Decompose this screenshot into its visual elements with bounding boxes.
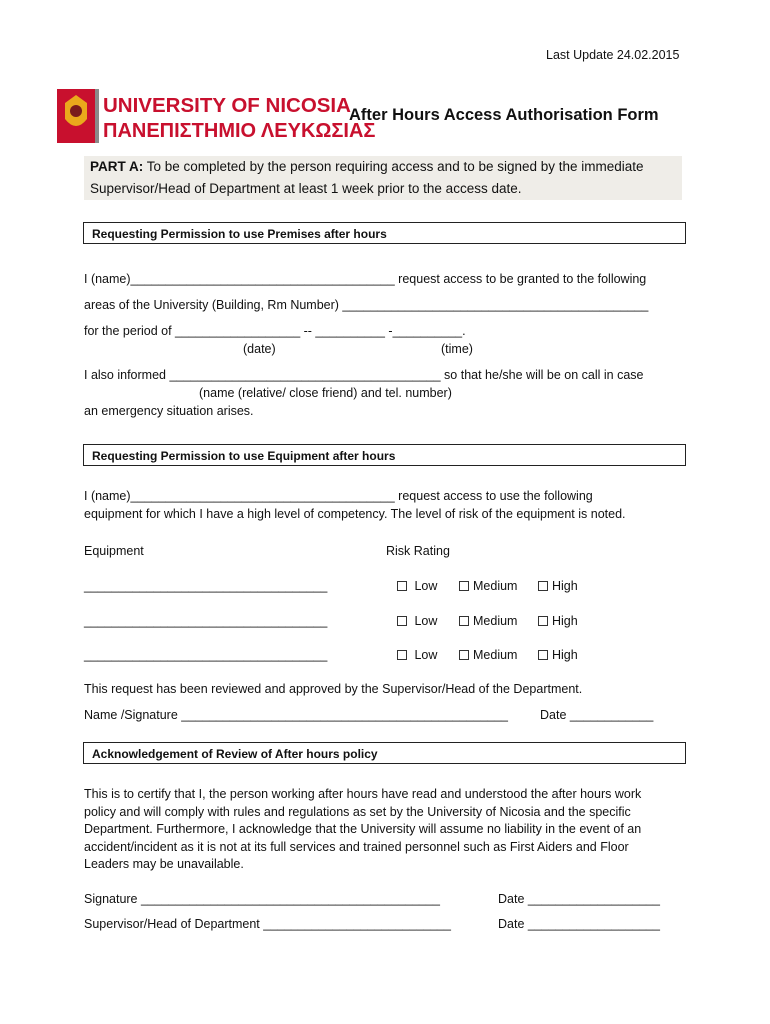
risk-medium-checkbox-2[interactable]: Medium [459,614,517,628]
checkbox-icon [538,581,548,591]
equipment-name-field[interactable]: I (name)______________________________________ request access to use the following [84,489,593,503]
ack-paragraph-line: accident/incident as it is not at its full services and trained personnel such as First Aiders and Floor [84,840,629,854]
checkbox-icon [459,616,469,626]
name-signature-field[interactable]: Name /Signature _______________________________________________ [84,708,509,722]
equipment-column-header: Equipment [84,544,144,558]
svg-text:UNIVERSITY OF NICOSIA: UNIVERSITY OF NICOSIA [103,94,351,117]
risk-medium-checkbox-3[interactable]: Medium [459,648,517,662]
checkbox-icon [397,616,407,626]
premises-areas-field[interactable]: areas of the University (Building, Rm Number) ____________________________________________ [84,298,649,312]
supervisor-date-field[interactable]: Date ___________________ [498,917,660,931]
acknowledgement-section-header [83,742,686,764]
supervisor-signature-field[interactable]: Supervisor/Head of Department ___________________________ [84,917,451,931]
equipment-field-2[interactable]: ___________________________________ [84,614,328,628]
equipment-heading: Requesting Permission to use Equipment after hours [92,449,396,463]
risk-low-checkbox-3[interactable]: Low [397,648,437,662]
premises-period-field[interactable]: for the period of __________________ -- __________ -__________. [84,324,466,338]
ack-paragraph-line: Department. Furthermore, I acknowledge that the University will assume no liability in the event of an [84,822,642,836]
checkbox-icon [397,650,407,660]
university-logo [57,89,376,143]
premises-section-header [83,222,686,244]
risk-rating-column-header: Risk Rating [386,544,450,558]
risk-low-checkbox-2[interactable]: Low [397,614,437,628]
ack-paragraph-line: Leaders may be unavailable. [84,857,244,871]
equipment-field-3[interactable]: ___________________________________ [84,648,328,662]
approval-date-field[interactable]: Date ____________ [540,708,654,722]
checkbox-icon [397,581,407,591]
emergency-text: an emergency situation arises. [84,404,254,418]
ack-paragraph-line: policy and will comply with rules and regulations as set by the University of Nicosia and the specific [84,805,631,819]
date-label: (date) [243,342,276,356]
time-label: (time) [441,342,473,356]
risk-medium-checkbox-1[interactable]: Medium [459,579,517,593]
ack-paragraph-line: This is to certify that I, the person working after hours have read and understood the after hours work [84,787,642,801]
last-update: Last Update 24.02.2015 [546,48,680,62]
risk-high-checkbox-3[interactable]: High [538,648,578,662]
acknowledgement-heading: Acknowledgement of Review of After hours policy [92,747,378,761]
premises-heading: Requesting Permission to use Premises after hours [92,227,387,241]
checkbox-icon [538,650,548,660]
form-title: After Hours Access Authorisation Form [349,106,659,124]
checkbox-icon [459,650,469,660]
signature-field[interactable]: Signature ___________________________________________ [84,892,440,906]
equipment-field-1[interactable]: ___________________________________ [84,579,328,593]
part-a-instructions-line2: Supervisor/Head of Department at least 1 week prior to the access date. [90,181,522,196]
risk-high-checkbox-2[interactable]: High [538,614,578,628]
approval-text: This request has been reviewed and approved by the Supervisor/Head of the Department. [84,682,583,696]
part-a-instructions: PART A: To be completed by the person requiring access and to be signed by the immediate [90,159,644,174]
relative-label: (name (relative/ close friend) and tel. number) [199,386,452,400]
risk-low-checkbox-1[interactable]: Low [397,579,437,593]
part-a-label: PART A: [90,159,144,174]
equipment-section-header [83,444,686,466]
checkbox-icon [538,616,548,626]
svg-text:ΠΑΝΕΠΙΣΤΗΜΙΟ ΛΕΥΚΩΣΙΑΣ: ΠΑΝΕΠΙΣΤΗΜΙΟ ΛΕΥΚΩΣΙΑΣ [103,120,376,142]
premises-name-field[interactable]: I (name)______________________________________ request access to be granted to the following [84,272,647,286]
informed-field[interactable]: I also informed _______________________________________ so that he/she will be on call in case [84,368,644,382]
signature-date-field[interactable]: Date ___________________ [498,892,660,906]
checkbox-icon [459,581,469,591]
competency-text: equipment for which I have a high level of competency. The level of risk of the equipment is noted. [84,507,626,521]
risk-high-checkbox-1[interactable]: High [538,579,578,593]
